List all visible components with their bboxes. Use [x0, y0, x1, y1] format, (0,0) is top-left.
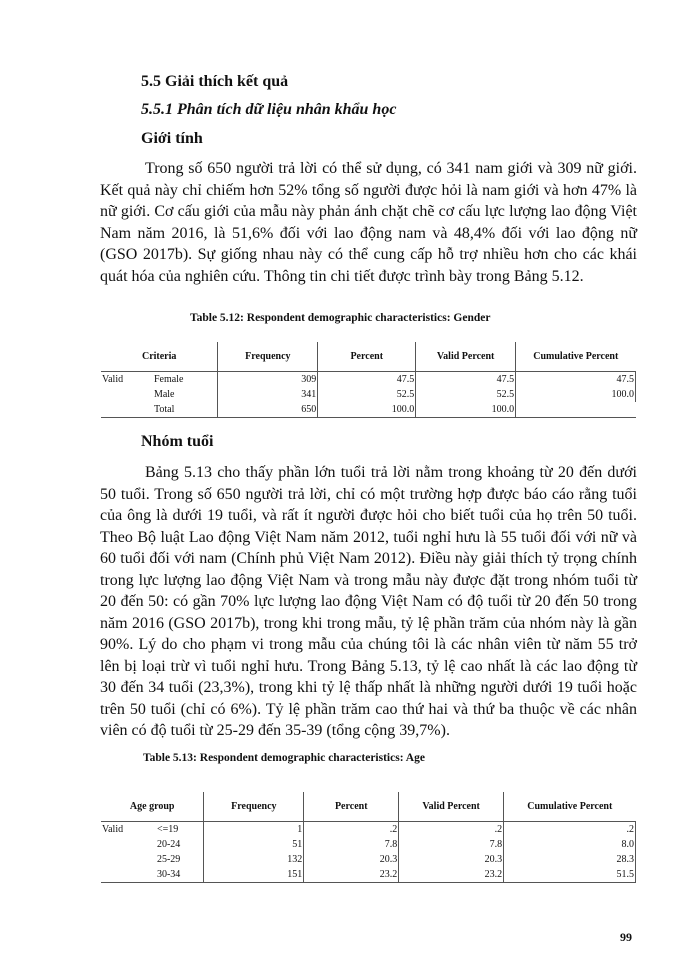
- table-row: [101, 837, 636, 852]
- table-row: [101, 852, 636, 867]
- frequency-cell: 341: [218, 387, 318, 402]
- row-group: [101, 852, 156, 867]
- age-heading: Nhóm tuổi: [141, 433, 214, 450]
- page-number: 99: [620, 930, 632, 944]
- column-header: Frequency: [204, 792, 304, 821]
- cumulative-percent-cell: 28.3: [504, 852, 636, 867]
- valid-percent-cell: 52.5: [416, 387, 516, 402]
- valid-percent-cell: 47.5: [416, 371, 516, 387]
- percent-cell: 20.3: [304, 852, 399, 867]
- valid-percent-cell: 7.8: [399, 837, 504, 852]
- percent-cell: 47.5: [318, 371, 416, 387]
- table-row: [101, 371, 636, 387]
- table-row: [101, 402, 636, 418]
- frequency-cell: 650: [218, 402, 318, 418]
- gender-heading: Giới tính: [141, 130, 203, 147]
- row-group: [101, 837, 156, 852]
- cumulative-percent-cell: [516, 402, 636, 418]
- row-label: 25-29: [156, 852, 204, 867]
- column-header: Frequency: [218, 342, 318, 371]
- gender-table-caption: Table 5.12: Respondent demographic characteristics: Gender: [190, 312, 491, 324]
- gender-paragraph: Trong số 650 người trả lời có thể sử dụng, có 341 nam giới và 309 nữ giới. Kết quả này chỉ chiếm hơn 52% tổng số người được hỏi là nam giới và hơn 47% là nữ giới. Cơ cấu giới của mẫu này phản ánh chặt chẽ cơ cấu lực lượng lao động Việt Nam năm 2016, là 51,6% đối với lao động nam và 48,4% đối với lao động nữ (GSO 2017b). Sự giống nhau này có thể cung cấp hỗ trợ nhiều hơn cho các khái quát hóa của nghiên cứu. Thông tin chi tiết được trình bày trong Bảng 5.12.: [100, 160, 637, 285]
- column-header: Percent: [304, 792, 399, 821]
- age-paragraph: Bảng 5.13 cho thấy phần lớn tuổi trả lời nằm trong khoảng từ 20 đến dưới 50 tuổi. Trong số 650 người trả lời, chỉ có một trường hợp được báo cáo rằng tuổi của ông là dưới 19 tuổi, và rất ít người được hỏi cho biết tuổi của họ trên 50 tuổi. Theo Bộ luật Lao động Việt Nam năm 2012, tuổi nghỉ hưu là 55 tuổi đối với nữ và 60 tuổi đối với nam (Chính phủ Việt Nam 2012). Điều này giải thích tỷ trọng chính trong lực lượng lao động Việt Nam và trong mẫu này được đặt trong nhóm tuổi từ 20 đến 50: có gần 70% lực lượng lao động Việt Nam có độ tuổi từ 20 đến 50 trong năm 2016 (GSO 2017b), trong khi trong mẫu, tỷ lệ phần trăm của nhóm này là gần 90%. Lý do cho phạm vi trong mẫu của chúng tôi là các nhân viên từ năm 55 trở lên bị loại trừ vì tuổi nghỉ hưu. Trong Bảng 5.13, tỷ lệ cao nhất là các lao động từ 30 đến 34 tuổi (23,3%), trong khi tỷ lệ thấp nhất là những người dưới 19 tuổi hoặc trên 50 tuổi (chỉ có 6%). Tỷ lệ phần trăm cao thứ hai và thứ ba thuộc về các nhân viên có độ tuổi từ 25-29 đến 35-39 (tổng cộng 39,7%).: [100, 464, 637, 739]
- column-header: Percent: [318, 342, 416, 371]
- frequency-cell: 1: [204, 821, 304, 837]
- column-header: Cumulative Percent: [516, 342, 636, 371]
- frequency-cell: 309: [218, 371, 318, 387]
- row-label: Total: [153, 402, 218, 418]
- cumulative-percent-cell: .2: [504, 821, 636, 837]
- column-header: Valid Percent: [399, 792, 504, 821]
- cumulative-percent-cell: 51.5: [504, 867, 636, 883]
- row-label: <=19: [156, 821, 204, 837]
- age-table-caption: Table 5.13: Respondent demographic characteristics: Age: [143, 752, 425, 764]
- column-header: Criteria: [101, 342, 218, 371]
- frequency-cell: 51: [204, 837, 304, 852]
- percent-cell: 23.2: [304, 867, 399, 883]
- table-row: [101, 821, 636, 837]
- gender-table: [101, 342, 636, 418]
- frequency-cell: 132: [204, 852, 304, 867]
- valid-percent-cell: 23.2: [399, 867, 504, 883]
- table-row: [101, 867, 636, 883]
- valid-percent-cell: 100.0: [416, 402, 516, 418]
- percent-cell: 7.8: [304, 837, 399, 852]
- row-group: Valid: [102, 373, 124, 385]
- column-header: Age group: [101, 792, 204, 821]
- column-header: Valid Percent: [416, 342, 516, 371]
- row-group: Valid: [102, 823, 124, 835]
- percent-cell: 100.0: [318, 402, 416, 418]
- section-heading: 5.5 Giải thích kết quả: [141, 73, 289, 90]
- percent-cell: .2: [304, 821, 399, 837]
- column-header: Cumulative Percent: [504, 792, 636, 821]
- table-row: [101, 387, 636, 402]
- row-group: [101, 387, 153, 402]
- row-group: [101, 402, 153, 418]
- valid-percent-cell: .2: [399, 821, 504, 837]
- row-label: 30-34: [156, 867, 204, 883]
- cumulative-percent-cell: 100.0: [516, 387, 636, 402]
- age-table: [101, 792, 636, 883]
- row-label: Male: [153, 387, 218, 402]
- percent-cell: 52.5: [318, 387, 416, 402]
- cumulative-percent-cell: 8.0: [504, 837, 636, 852]
- frequency-cell: 151: [204, 867, 304, 883]
- valid-percent-cell: 20.3: [399, 852, 504, 867]
- row-label: Female: [153, 371, 218, 387]
- cumulative-percent-cell: 47.5: [516, 371, 636, 387]
- subsection-heading: 5.5.1 Phân tích dữ liệu nhân khẩu học: [141, 101, 397, 118]
- row-group: [101, 867, 156, 883]
- row-label: 20-24: [156, 837, 204, 852]
